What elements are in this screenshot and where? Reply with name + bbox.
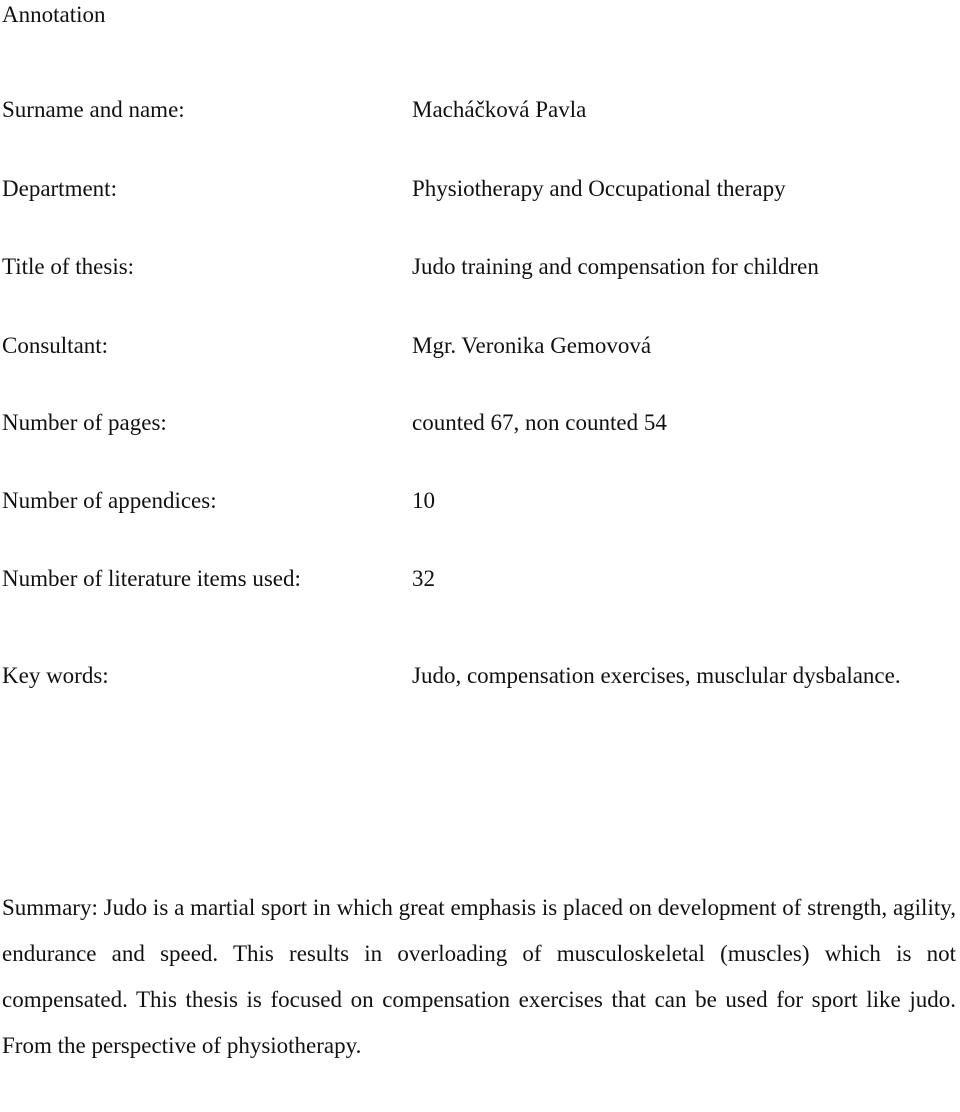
- keywords-label: Key words:: [2, 663, 109, 688]
- department-value: Physiotherapy and Occupational therapy: [412, 176, 786, 201]
- keywords-value: Judo, compensation exercises, musclular dysbalance.: [412, 663, 901, 688]
- pages-value: counted 67, non counted 54: [412, 410, 667, 435]
- consultant-label: Consultant:: [2, 333, 109, 358]
- thesis-title-value: Judo training and compensation for children: [412, 254, 819, 279]
- appendices-label: Number of appendices:: [2, 488, 217, 513]
- page-title: Annotation: [2, 2, 106, 27]
- summary-paragraph: Summary: Judo is a martial sport in which great emphasis is placed on development of strength, agility, endurance and speed. This results in overloading of musculoskeletal (muscles) which is not compensated. This thesis is focused on compensation exercises that can be used for sport like judo. From the perspective of physiotherapy.: [2, 895, 956, 1058]
- pages-label: Number of pages:: [2, 410, 167, 435]
- consultant-value: Mgr. Veronika Gemovová: [412, 333, 652, 358]
- literature-value: 32: [412, 566, 435, 591]
- literature-label: Number of literature items used:: [2, 566, 301, 591]
- department-label: Department:: [2, 176, 117, 201]
- surname-label: Surname and name:: [2, 97, 185, 122]
- appendices-value: 10: [412, 488, 435, 513]
- thesis-title-label: Title of thesis:: [2, 254, 135, 279]
- surname-value: Macháčková Pavla: [412, 97, 587, 122]
